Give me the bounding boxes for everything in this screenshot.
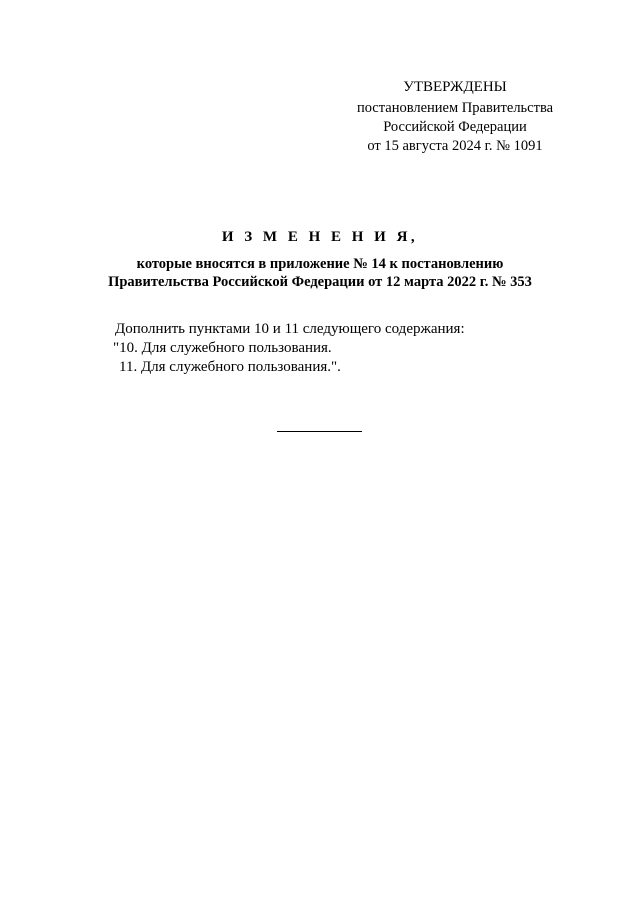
document-title-block xyxy=(40,227,600,291)
approval-line-2: Российской Федерации xyxy=(383,119,527,135)
approval-date-number: от 15 августа 2024 г. № 1091 xyxy=(367,138,543,154)
end-divider xyxy=(277,431,362,432)
body-item-10: "10. Для служебного пользования. xyxy=(113,340,332,356)
document-body xyxy=(100,320,580,377)
body-intro: Дополнить пунктами 10 и 11 следующего содержания: xyxy=(115,321,465,337)
subtitle-line-2: Правительства Российской Федерации от 12 марта 2022 г. № 353 xyxy=(108,274,532,290)
approval-line-1: постановлением Правительства xyxy=(356,100,554,116)
approval-stamp xyxy=(330,78,580,156)
body-item-11: 11. Для служебного пользования.". xyxy=(119,359,341,375)
document-title: И З М Е Н Е Н И Я, xyxy=(221,229,419,245)
document-subtitle xyxy=(40,255,600,291)
subtitle-line-1: которые вносятся в приложение № 14 к постановлению xyxy=(136,256,504,272)
approval-heading: УТВЕРЖДЕНЫ xyxy=(403,79,507,95)
